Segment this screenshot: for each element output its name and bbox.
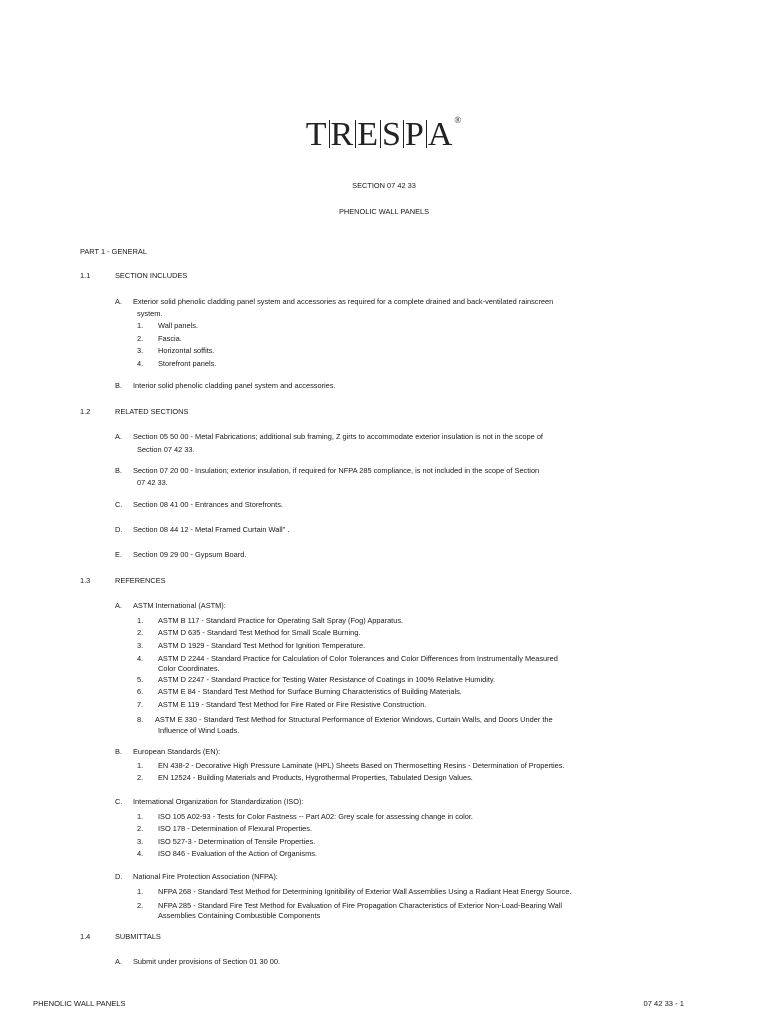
- registered-mark: ®: [454, 115, 463, 125]
- list-item: ASTM D 2247 - Standard Practice for Testing Water Resistance of Coatings in 100% Relative Humidity.: [158, 675, 496, 684]
- paragraph-label: B.: [115, 381, 122, 390]
- list-number: 3.: [137, 346, 144, 355]
- article-title: SECTION INCLUDES: [115, 271, 188, 280]
- paragraph-text: Section 08 44 12 - Metal Framed Curtain Wall" .: [133, 525, 290, 534]
- article-number: 1.4: [80, 932, 91, 941]
- list-item-cont: Influence of Wind Loads.: [158, 726, 240, 735]
- list-number: 1.: [137, 616, 144, 625]
- section-title: PHENOLIC WALL PANELS: [338, 207, 430, 216]
- paragraph-text: Interior solid phenolic cladding panel system and accessories.: [133, 381, 336, 390]
- list-item: ASTM D 635 - Standard Test Method for Small Scale Burning.: [158, 628, 361, 637]
- list-item: ISO 527-3 - Determination of Tensile Properties.: [158, 837, 316, 846]
- paragraph-text: Submit under provisions of Section 01 30 00.: [133, 957, 281, 966]
- paragraph-label: C.: [115, 797, 123, 806]
- list-item-cont: Color Coordinates.: [158, 664, 220, 673]
- page-number: 07 42 33 - 1: [643, 999, 684, 1008]
- paragraph-text: Exterior solid phenolic cladding panel system and accessories as required for a complete drained and back-ventilated rainscreen: [133, 297, 554, 306]
- article-title: RELATED SECTIONS: [115, 407, 189, 416]
- list-number: 4.: [137, 849, 144, 858]
- paragraph-text: International Organization for Standardization (ISO):: [133, 797, 304, 806]
- list-item: ISO 178 - Determination of Flexural Properties.: [158, 824, 313, 833]
- list-item: ASTM D 2244 - Standard Practice for Calculation of Color Tolerances and Color Differences from Instrumentally Measured: [158, 654, 558, 663]
- list-number: 7.: [137, 700, 144, 709]
- list-item: ASTM E 119 - Standard Test Method for Fire Rated or Fire Resistive Construction.: [158, 700, 427, 709]
- paragraph-text: National Fire Protection Association (NFPA):: [133, 872, 278, 881]
- list-item: ISO 846 - Evaluation of the Action of Organisms.: [158, 849, 317, 858]
- list-item: EN 438-2 - Decorative High Pressure Laminate (HPL) Sheets Based on Thermosetting Resins - Determination of Properties.: [158, 761, 565, 770]
- list-item: ASTM E 330 - Standard Test Method for Structural Performance of Exterior Windows, Curtain Walls, and Doors Under the: [155, 715, 553, 724]
- article-title: SUBMITTALS: [115, 932, 161, 941]
- list-item: Fascia.: [158, 334, 182, 343]
- paragraph-label: D.: [115, 872, 123, 881]
- paragraph-text-cont: 07 42 33.: [137, 478, 168, 487]
- list-number: 6.: [137, 687, 144, 696]
- list-item: ASTM D 1929 - Standard Test Method for Ignition Temperature.: [158, 641, 366, 650]
- list-number: 3.: [137, 641, 144, 650]
- paragraph-label: A.: [115, 432, 122, 441]
- paragraph-label: A.: [115, 601, 122, 610]
- paragraph-label: A.: [115, 297, 122, 306]
- list-number: 1.: [137, 812, 144, 821]
- list-number: 3.: [137, 837, 144, 846]
- list-number: 2.: [137, 628, 144, 637]
- article-number: 1.3: [80, 576, 91, 585]
- footer-title: PHENOLIC WALL PANELS: [33, 999, 126, 1008]
- paragraph-label: A.: [115, 957, 122, 966]
- list-number: 5.: [137, 675, 144, 684]
- list-item-cont: Assemblies Containing Combustible Components: [158, 911, 321, 920]
- logo-text: TRESPA: [305, 116, 454, 153]
- paragraph-label: B.: [115, 747, 122, 756]
- paragraph-label: C.: [115, 500, 123, 509]
- paragraph-text: Section 08 41 00 - Entrances and Storefronts.: [133, 500, 283, 509]
- list-item: Storefront panels.: [158, 359, 217, 368]
- list-item: EN 12524 - Building Materials and Products, Hygrothermal Properties, Tabulated Design Values.: [158, 773, 473, 782]
- trespa-logo: [0, 100, 768, 155]
- list-number: 2.: [137, 824, 144, 833]
- paragraph-text-cont: system.: [137, 309, 163, 318]
- list-item: Wall panels.: [158, 321, 198, 330]
- list-number: 1.: [137, 761, 144, 770]
- article-number: 1.2: [80, 407, 91, 416]
- paragraph-text: Section 09 29 00 - Gypsum Board.: [133, 550, 247, 559]
- list-item: ASTM E 84 - Standard Test Method for Surface Burning Characteristics of Building Materials.: [158, 687, 462, 696]
- list-number: 2.: [137, 901, 144, 910]
- paragraph-text: Section 05 50 00 - Metal Fabrications; additional sub framing, Z girts to accommodate exterior insulation is not in the scope of: [133, 432, 543, 441]
- list-item: ASTM B 117 - Standard Practice for Operating Salt Spray (Fog) Apparatus.: [158, 616, 404, 625]
- list-number: 4.: [137, 359, 144, 368]
- section-number: SECTION 07 42 33: [352, 181, 416, 190]
- paragraph-label: E.: [115, 550, 122, 559]
- list-item: NFPA 285 - Standard Fire Test Method for Evaluation of Fire Propagation Characteristics of Exterior Non-Load-Bearing Wall: [158, 901, 563, 910]
- paragraph-label: D.: [115, 525, 123, 534]
- list-number: 2.: [137, 773, 144, 782]
- paragraph-text-cont: Section 07 42 33.: [137, 445, 195, 454]
- list-number: 2.: [137, 334, 144, 343]
- paragraph-text: ASTM International (ASTM):: [133, 601, 226, 610]
- list-item: NFPA 268 - Standard Test Method for Determining Ignitibility of Exterior Wall Assemblies Using a Radiant Heat Energy Source.: [158, 887, 572, 896]
- part-heading: PART 1 - GENERAL: [80, 247, 147, 256]
- list-item: Horizontal soffits.: [158, 346, 215, 355]
- list-number: 1.: [137, 887, 144, 896]
- paragraph-text: European Standards (EN):: [133, 747, 221, 756]
- paragraph-label: B.: [115, 466, 122, 475]
- list-item: ISO 105 A02-93 - Tests for Color Fastness -- Part A02: Grey scale for assessing change in color.: [158, 812, 473, 821]
- list-number: 4.: [137, 654, 144, 663]
- article-number: 1.1: [80, 271, 91, 280]
- article-title: REFERENCES: [115, 576, 166, 585]
- paragraph-text: Section 07 20 00 - Insulation; exterior insulation, if required for NFPA 285 compliance, is not included in the scope of Section: [133, 466, 540, 475]
- list-number: 8.: [137, 715, 144, 724]
- list-number: 1.: [137, 321, 144, 330]
